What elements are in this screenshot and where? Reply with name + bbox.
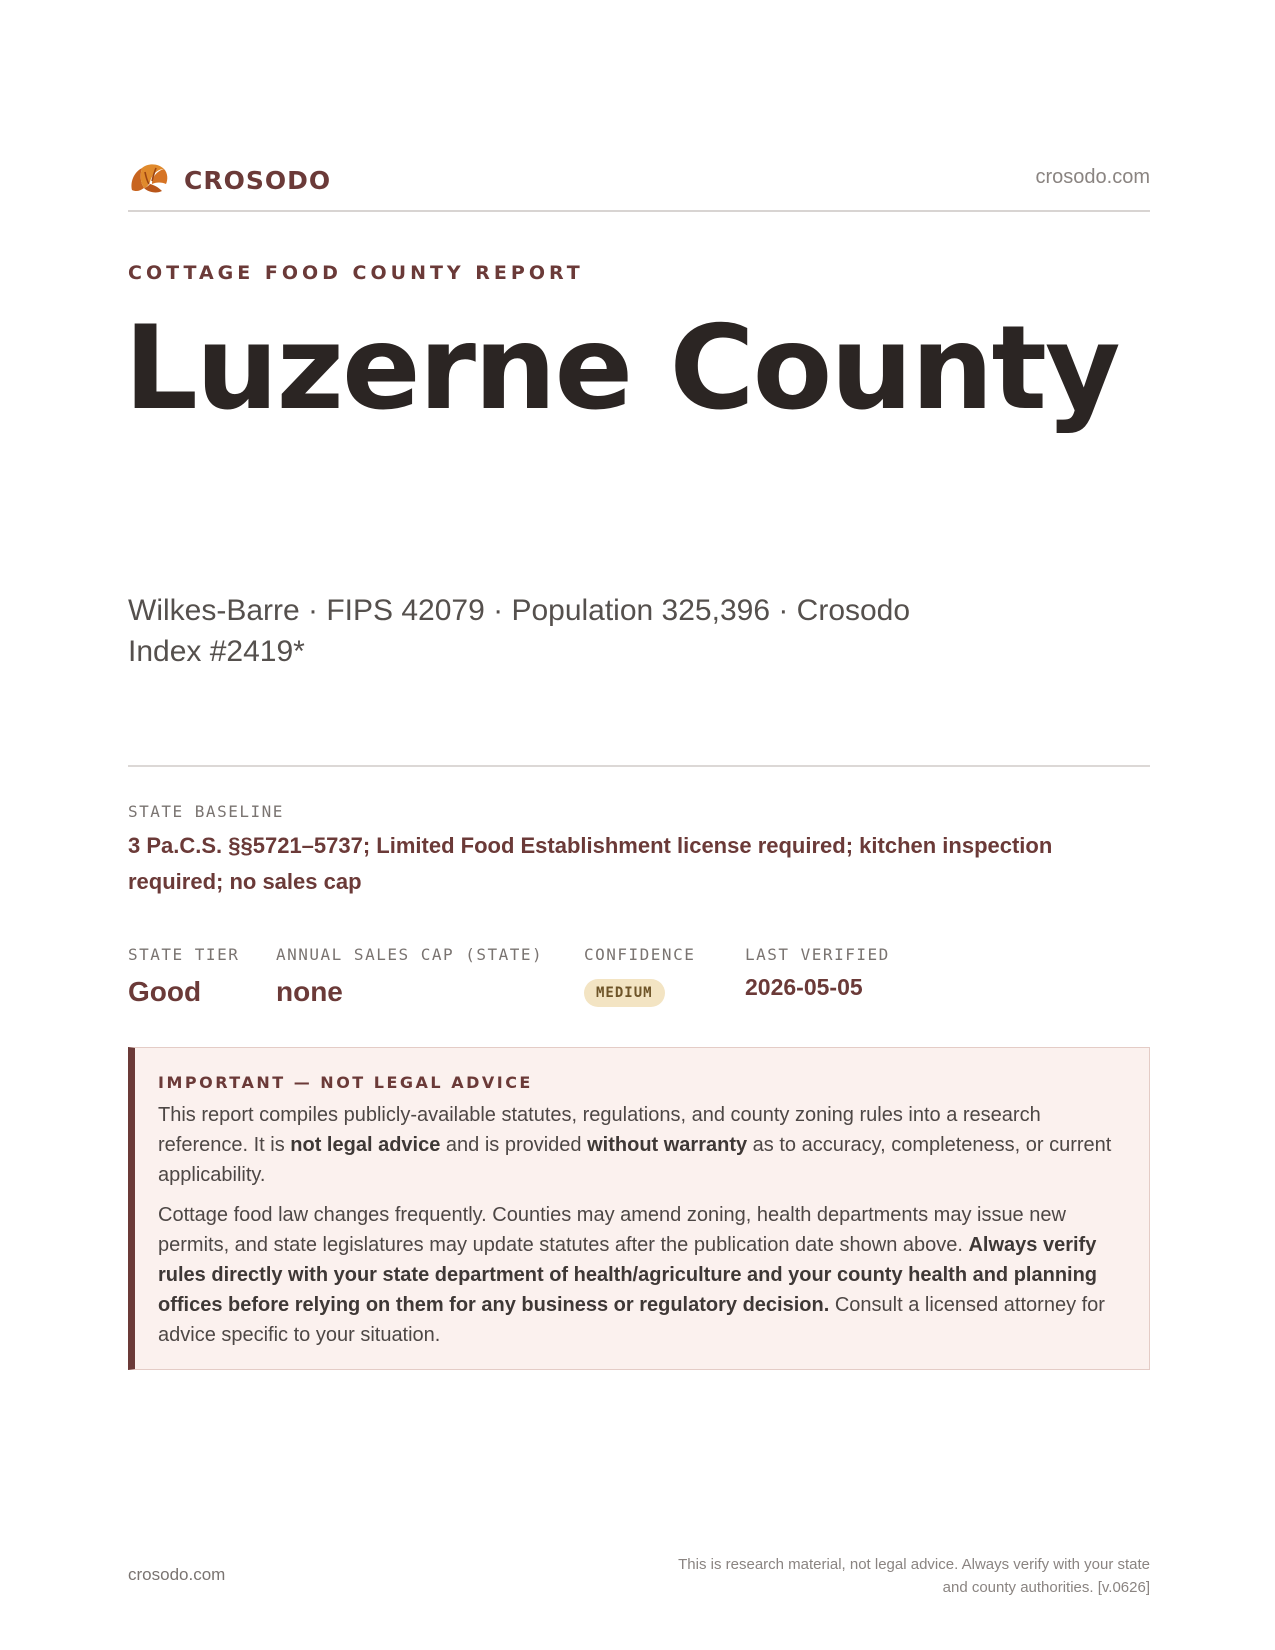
county-subtitle: Wilkes-Barre · FIPS 42079 · Population 325,396 · Crosodo Index #2419* [128,594,911,668]
notice-paragraph [158,1200,1133,1350]
stat-label: CONFIDENCE [584,945,696,964]
footer-disclaimer [610,1553,1150,1599]
notice-text: Consult a licensed attorney for advice specific to your situation. [158,1294,1105,1346]
stat-value: 2026-05-05 [745,974,863,1000]
stat-confidence [584,945,695,1007]
stats-row [128,945,1150,1015]
stat-last-verified [745,945,890,1001]
stat-label: LAST VERIFIED [745,945,890,964]
croissant-icon [128,160,170,200]
notice-body [158,1100,1133,1360]
header [128,160,1150,210]
state-baseline-label: STATE BASELINE [128,802,284,821]
notice-emphasis: without warranty [587,1134,748,1156]
stat-sales-cap [276,945,543,1008]
brand [128,160,331,200]
confidence-badge: MEDIUM [584,979,665,1007]
section-divider [128,765,1150,767]
header-url[interactable]: crosodo.com [1035,166,1150,188]
notice-emphasis: not legal advice [290,1134,441,1156]
notice-paragraph [158,1100,1133,1190]
state-baseline-text: 3 Pa.C.S. §§5721–5737; Limited Food Establishment license required; kitchen inspection required; no sales cap [128,833,1053,894]
footer-disclaimer-line: This is research material, not legal advice. Always verify with your state [678,1556,1150,1573]
notice-emphasis: Always verify rules directly with your state department of health/agriculture and your county health and planning offices before relying on them for any business or regulatory decision. [158,1234,1098,1316]
stat-value: none [276,976,343,1007]
county-title: Luzerne County [124,301,1119,436]
notice-text: as to accuracy, completeness, or current applicability. [158,1134,1112,1186]
notice-title: IMPORTANT — NOT LEGAL ADVICE [158,1073,533,1092]
stat-state-tier [128,945,239,1008]
brand-name: CROSODO [184,165,332,195]
stat-label: ANNUAL SALES CAP (STATE) [276,945,544,964]
stat-value: Good [128,976,202,1007]
notice-text: Cottage food law changes frequently. Counties may amend zoning, health departments may issue new permits, and state legislatures may update statutes after the publication date shown above. [158,1204,1066,1256]
notice-text: and is provided [440,1134,588,1156]
stat-label: STATE TIER [128,945,240,964]
header-divider [128,210,1150,212]
legal-notice [128,1047,1150,1370]
footer-disclaimer-line: and county authorities. [v.0626] [942,1579,1150,1596]
report-page [124,0,1150,1650]
report-type-label: COTTAGE FOOD COUNTY REPORT [128,262,584,284]
notice-text: This report compiles publicly-available statutes, regulations, and county zoning rules into a research reference. It is [158,1104,1041,1156]
footer-url[interactable]: crosodo.com [128,1565,226,1584]
